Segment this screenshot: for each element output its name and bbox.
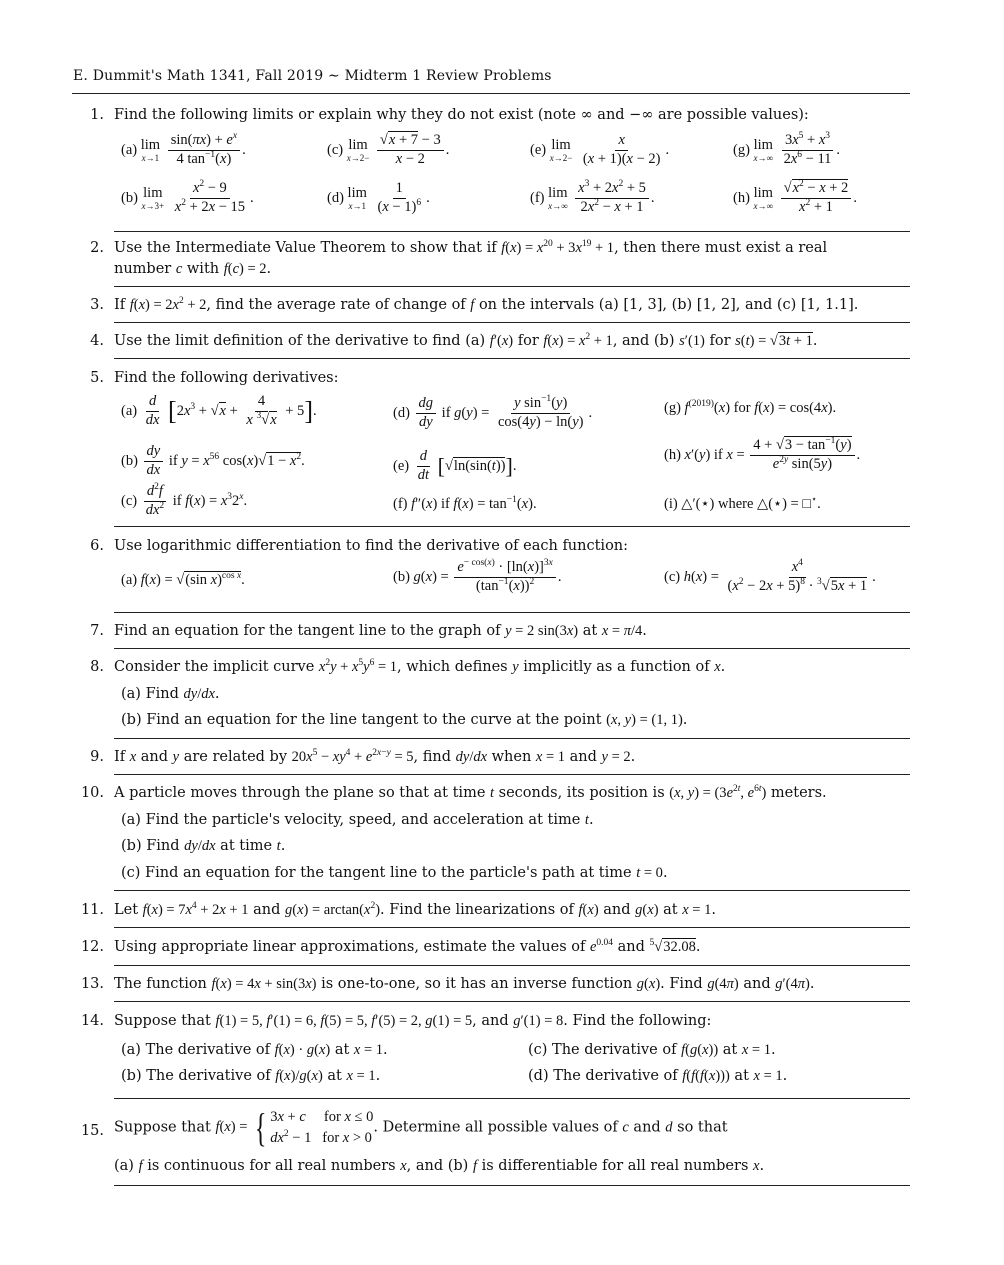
problem-8-text: Consider the implicit curve $x^2y + x^5y^6 = 1$, which defines y implicitly as a function of x.: [114, 658, 726, 675]
problem-3-text: If $f(x) = 2x^2 + 2$, find the average rate of change of f on the intervals (a) [1, 3], (b) [1, 2], and (c) [1, 1.1].: [114, 296, 859, 313]
problem-number: 15.: [80, 1123, 104, 1139]
problem-10c: (c) Find an equation for the tangent line to the particle's path at time t = 0.: [121, 865, 668, 881]
divider: [114, 965, 910, 966]
limit-d: (d) lim x→1 $\frac{1}{(x - 1)^6}$ .: [327, 180, 430, 215]
problem-number: 5.: [90, 370, 104, 386]
problem-10a: (a) Find the particle's velocity, speed, and acceleration at time t.: [121, 812, 594, 828]
derivative-e: (e) $\frac{d}{dt}$ [√ln(sin(t))].: [393, 448, 517, 483]
problem-8a: (a) Find dy/dx.: [121, 686, 220, 702]
problem-number: 7.: [90, 623, 104, 639]
problem-15-text: Suppose that f(x) = { 3x + c for x ≤ 0 $dx^2 - 1$ for x > 0 . Determine all possible values of c and d so that: [114, 1105, 728, 1151]
problem-number: 10.: [80, 785, 104, 801]
problem-number: 9.: [90, 749, 104, 765]
problem-number: 12.: [80, 939, 104, 955]
problem-number: 4.: [90, 333, 104, 349]
problem-number: 1.: [90, 107, 104, 123]
divider: [114, 1185, 910, 1186]
divider: [114, 612, 910, 613]
problem-14-text: Suppose that f(1) = 5, f′(1) = 6, f(5) = 5, f′(5) = 2, g(1) = 5, and g′(1) = 8. Find the following:: [114, 1013, 712, 1029]
problem-number: 2.: [90, 240, 104, 256]
divider: [114, 648, 910, 649]
divider: [114, 231, 910, 232]
problem-13-text: The function f(x) = 4x + sin(3x) is one-to-one, so it has an inverse function g(x). Find g(4π) and g′(4π).: [114, 976, 815, 992]
problem-6-text: Use logarithmic differentiation to find the derivative of each function:: [114, 538, 629, 554]
limit-b: (b) lim x→3+ $\frac{x^2 - 9}{x^2 + 2x - 15}$ .: [121, 179, 254, 215]
problem-1-text: Find the following limits or explain why they do not exist (note ∞ and −∞ are possible values):: [114, 107, 809, 123]
derivative-h: (h) x′(y) if x = $\frac{4 + √3 - \tan^{-1}(y)}{e^{2y} \sin(5y)}$ .: [664, 436, 861, 472]
limit-c: (c) lim x→2− $\frac{√x + 7 - 3}{x - 2}$ .: [327, 132, 450, 167]
divider: [114, 322, 910, 323]
problem-12-text: Using appropriate linear approximations, estimate the values of $e^{0.04}$ and $^5$√32.08.: [114, 938, 701, 955]
limit-a: (a) lim x→1 $\frac{\sin(\pi x) + e^x}{4 \tan^{-1}(x)}$ .: [121, 131, 246, 167]
problem-number: 11.: [80, 902, 104, 918]
divider: [114, 890, 910, 891]
problem-14b: (b) The derivative of f(x)/g(x) at x = 1.: [121, 1068, 381, 1084]
derivative-g: (g) $f^{(2019)}(x)$ for f(x) = cos(4x).: [664, 399, 837, 416]
problem-number: 13.: [80, 976, 104, 992]
problem-15-text-line2: (a) f is continuous for all real numbers x, and (b) f is differentiable for all real numbers x.: [114, 1158, 765, 1174]
problem-8b: (b) Find an equation for the line tangent to the curve at the point (x, y) = (1, 1).: [121, 712, 688, 728]
limit-h: (h) lim x→∞ $\frac{√x^2 - x + 2}{x^2 + 1}$ .: [733, 179, 857, 215]
divider: [114, 927, 910, 928]
problem-2-text-line2: number c with f(c) = 2.: [114, 261, 272, 277]
derivative-b: (b) $\frac{dy}{dx}$ if $y = x^{56}$ $\cos(x)√1 - x^2$.: [121, 443, 305, 478]
problem-2-text: Use the Intermediate Value Theorem to show that if $f(x) = x^{20} + 3x^{19} + 1$, then there must exist a real: [114, 239, 828, 256]
limit-g: (g) lim x→∞ $\frac{3x^5 + x^3}{2x^6 - 11}$ .: [733, 131, 841, 167]
log-diff-a: (a) f(x) = √(sin x)$^{cos x}$.: [121, 571, 245, 588]
problem-11-text: Let $f(x) = 7x^4 + 2x + 1$ and $g(x) = \arctan(x^2)$. Find the linearizations of f(x) and g(x) at x = 1.: [114, 901, 716, 918]
derivative-c: (c) $\frac{d^2f}{dx^2}$ if $f(x) = x^32^x$.: [121, 482, 248, 518]
limit-f: (f) lim x→∞ $\frac{x^3 + 2x^2 + 5}{2x^2 - x + 1}$ .: [530, 179, 655, 215]
derivative-d: (d) $\frac{dg}{dy}$ if g(y) = $\frac{y \sin^{-1}(y)}{\cos(4y) - \ln(y)}$ .: [393, 394, 593, 430]
problem-7-text: Find an equation for the tangent line to the graph of y = 2 sin(3x) at x = π/4.: [114, 623, 647, 639]
divider: [114, 526, 910, 527]
problem-4-text: Use the limit definition of the derivative to find (a) f′(x) for $f(x) = x^2 + 1$, and (b) s′(1) for s(t) = √3t + 1.: [114, 332, 818, 349]
divider: [114, 738, 910, 739]
problem-14d: (d) The derivative of f(f(f(x))) at x = 1.: [528, 1068, 788, 1084]
derivative-f: (f) f″(x) if $f(x) = \tan^{-1}(x)$.: [393, 495, 537, 512]
problem-number: 14.: [80, 1013, 104, 1029]
divider: [114, 286, 910, 287]
divider: [114, 1001, 910, 1002]
divider: [114, 774, 910, 775]
log-diff-c: (c) h(x) = $\frac{x^4}{(x^2 - 2x + 5)^8 \cdot ^3√5x + 1}$ .: [664, 558, 876, 594]
problem-5-text: Find the following derivatives:: [114, 370, 339, 386]
problem-14a: (a) The derivative of f(x) · g(x) at x = 1.: [121, 1042, 388, 1058]
derivative-a: (a) $\frac{d}{dx}$ [$2x^3 + √x$ + $\frac{4}{x ^3√x}$ + 5].: [121, 393, 317, 428]
problem-10b: (b) Find dy/dx at time t.: [121, 838, 286, 854]
divider: [72, 93, 910, 94]
problem-9-text: If x and y are related by $20x^5 - xy^4 + e^{2x-y} = 5$, find dy/dx when x = 1 and y = 2.: [114, 748, 636, 765]
page-header: E. Dummit's Math 1341, Fall 2019 ∼ Midterm 1 Review Problems: [73, 68, 552, 84]
problem-number: 8.: [90, 659, 104, 675]
problem-number: 6.: [90, 538, 104, 554]
log-diff-b: (b) g(x) = $\frac{e^{- cos(x)} \cdot [\ln(x)]^{3x}}{(\tan^{-1}(x))^2}$ .: [393, 558, 562, 594]
derivative-i: (i) △′(⋆) where △(⋆) = □⋆.: [664, 495, 821, 512]
problem-14c: (c) The derivative of f(g(x)) at x = 1.: [528, 1042, 776, 1058]
limit-e: (e) lim x→2− $\frac{x}{(x + 1)(x - 2)}$ .: [530, 132, 670, 167]
problem-10-text: A particle moves through the plane so that at time t seconds, its position is (x, $y) = (3e^{2t}$, $e^{6t}$) meters.: [114, 784, 827, 801]
divider: [114, 1098, 910, 1099]
problem-number: 3.: [90, 297, 104, 313]
divider: [114, 358, 910, 359]
